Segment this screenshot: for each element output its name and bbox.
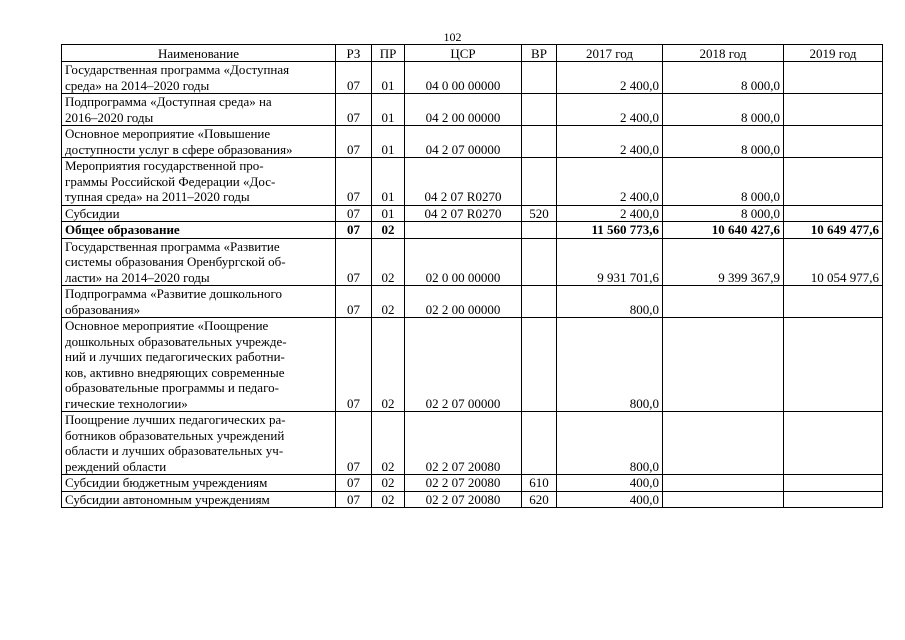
row-2018: 8 000,0 (663, 126, 784, 158)
row-name-line: ботников образовательных учреждений (65, 427, 285, 443)
row-name (62, 238, 336, 286)
row-name-line: системы образования Оренбургской об- (65, 254, 286, 269)
row-name-line: 2016–2020 годы (65, 109, 154, 125)
row-name-line: Субсидии (65, 205, 120, 221)
row-name (62, 158, 336, 206)
row-pr: 01 (372, 158, 405, 206)
row-2018: 8 000,0 (663, 158, 784, 206)
header-pr: ПР (372, 45, 405, 62)
row-2019 (784, 318, 883, 412)
header-vr: ВР (522, 45, 557, 62)
row-pr: 02 (372, 238, 405, 286)
row-rz: 07 (336, 126, 372, 158)
row-2018 (663, 412, 784, 475)
row-name-line: образовательные программы и педаго- (65, 380, 279, 395)
row-rz: 07 (336, 158, 372, 206)
row-name-line: доступности услуг в сфере образования» (65, 141, 293, 157)
row-vr (522, 94, 557, 126)
row-name-line: ласти» на 2014–2020 годы (65, 269, 210, 285)
row-name-line: Субсидии автономным учреждениям (65, 491, 270, 507)
table-row (62, 62, 883, 94)
table-row (62, 286, 883, 318)
table-row (62, 126, 883, 158)
row-pr: 02 (372, 318, 405, 412)
row-vr (522, 412, 557, 475)
row-pr: 02 (372, 222, 405, 239)
row-vr (522, 126, 557, 158)
row-vr (522, 222, 557, 239)
row-name-line: граммы Российской Федерации «Дос- (65, 173, 276, 189)
row-2018 (663, 318, 784, 412)
table-body (62, 62, 883, 508)
row-name-line: Общее образование (65, 222, 180, 237)
row-name-line: ков, активно внедряющих современные (65, 364, 285, 380)
row-2018: 9 399 367,9 (663, 238, 784, 286)
row-csr: 04 0 00 00000 (405, 62, 522, 94)
row-name-line: дошкольных образовательных учрежде- (65, 333, 287, 349)
row-name-line: Субсидии бюджетным учреждениям (65, 475, 268, 490)
row-2017: 2 400,0 (557, 62, 663, 94)
row-2019 (784, 158, 883, 206)
row-name-line: среда» на 2014–2020 годы (65, 77, 210, 93)
row-name-line: Государственная программа «Развитие (65, 238, 280, 254)
row-name-line: Основное мероприятие «Поощрение (65, 318, 269, 333)
row-name-line: области и лучших образовательных уч- (65, 443, 284, 458)
row-2018 (663, 491, 784, 508)
row-2017: 2 400,0 (557, 205, 663, 222)
row-name-line: Поощрение лучших педагогических ра- (65, 412, 286, 427)
page-number: 102 (443, 30, 462, 44)
row-name (62, 286, 336, 318)
table-row (62, 238, 883, 286)
row-vr (522, 318, 557, 412)
row-rz: 07 (336, 222, 372, 239)
row-name-line: реждений области (65, 458, 167, 474)
row-2017: 9 931 701,6 (557, 238, 663, 286)
row-pr: 01 (372, 126, 405, 158)
table-row (62, 158, 883, 206)
row-name-line: образования» (65, 301, 141, 317)
row-rz: 07 (336, 491, 372, 508)
row-csr: 04 2 07 R0270 (405, 158, 522, 206)
header-2019: 2019 год (784, 45, 883, 62)
row-2017: 800,0 (557, 318, 663, 412)
row-name (62, 491, 336, 508)
table-row (62, 412, 883, 475)
row-csr: 02 2 07 20080 (405, 491, 522, 508)
row-csr: 02 2 07 20080 (405, 475, 522, 492)
row-vr (522, 238, 557, 286)
row-2019 (784, 205, 883, 222)
row-pr: 01 (372, 205, 405, 222)
header-rz: РЗ (336, 45, 372, 62)
table-row (62, 318, 883, 412)
row-rz: 07 (336, 94, 372, 126)
row-2018: 10 640 427,6 (663, 222, 784, 239)
row-name (62, 412, 336, 475)
row-vr (522, 286, 557, 318)
row-2018 (663, 475, 784, 492)
row-rz: 07 (336, 412, 372, 475)
row-csr (405, 222, 522, 239)
row-csr: 04 2 07 R0270 (405, 205, 522, 222)
budget-table (61, 44, 883, 508)
row-2019: 10 054 977,6 (784, 238, 883, 286)
row-rz: 07 (336, 475, 372, 492)
header-name: Наименование (62, 45, 336, 62)
row-2017: 800,0 (557, 412, 663, 475)
row-name-line: гические технологии» (65, 395, 188, 411)
row-csr: 02 2 00 00000 (405, 286, 522, 318)
row-vr (522, 158, 557, 206)
row-pr: 02 (372, 491, 405, 508)
row-2019 (784, 475, 883, 492)
row-rz: 07 (336, 62, 372, 94)
row-2017: 800,0 (557, 286, 663, 318)
row-2017: 400,0 (557, 475, 663, 492)
row-vr (522, 62, 557, 94)
row-csr: 02 0 00 00000 (405, 238, 522, 286)
row-name (62, 126, 336, 158)
table-row (62, 94, 883, 126)
table-header-row (62, 45, 883, 62)
row-2019 (784, 412, 883, 475)
row-2018: 8 000,0 (663, 205, 784, 222)
row-pr: 01 (372, 62, 405, 94)
row-name-line: ний и лучших педагогических работни- (65, 349, 285, 364)
row-2017: 11 560 773,6 (557, 222, 663, 239)
row-rz: 07 (336, 238, 372, 286)
row-2017: 2 400,0 (557, 94, 663, 126)
row-2019 (784, 286, 883, 318)
row-2019 (784, 62, 883, 94)
row-name (62, 62, 336, 94)
row-2019 (784, 94, 883, 126)
row-2018: 8 000,0 (663, 62, 784, 94)
row-csr: 04 2 07 00000 (405, 126, 522, 158)
row-2019 (784, 126, 883, 158)
row-vr: 620 (522, 491, 557, 508)
row-name-line: Основное мероприятие «Повышение (65, 126, 271, 141)
header-2017: 2017 год (557, 45, 663, 62)
row-csr: 02 2 07 00000 (405, 318, 522, 412)
row-rz: 07 (336, 205, 372, 222)
row-pr: 02 (372, 475, 405, 492)
row-2018 (663, 286, 784, 318)
row-name (62, 94, 336, 126)
row-csr: 04 2 00 00000 (405, 94, 522, 126)
row-2017: 2 400,0 (557, 126, 663, 158)
row-csr: 02 2 07 20080 (405, 412, 522, 475)
row-vr: 610 (522, 475, 557, 492)
row-pr: 01 (372, 94, 405, 126)
row-name (62, 222, 336, 239)
row-2017: 2 400,0 (557, 158, 663, 206)
row-2017: 400,0 (557, 491, 663, 508)
row-2018: 8 000,0 (663, 94, 784, 126)
table-row (62, 205, 883, 222)
header-csr: ЦСР (405, 45, 522, 62)
row-name-line: Подпрограмма «Доступная среда» на (65, 94, 272, 109)
row-name-line: Мероприятия государственной про- (65, 158, 264, 173)
row-name-line: Государственная программа «Доступная (65, 62, 290, 77)
row-pr: 02 (372, 286, 405, 318)
row-rz: 07 (336, 318, 372, 412)
row-2019: 10 649 477,6 (784, 222, 883, 239)
row-name (62, 205, 336, 222)
row-name (62, 475, 336, 492)
row-name-line: тупная среда» на 2011–2020 годы (65, 189, 250, 204)
row-pr: 02 (372, 412, 405, 475)
row-vr: 520 (522, 205, 557, 222)
table-row (62, 475, 883, 492)
row-rz: 07 (336, 286, 372, 318)
table-row (62, 222, 883, 239)
row-2019 (784, 491, 883, 508)
row-name-line: Подпрограмма «Развитие дошкольного (65, 286, 282, 301)
row-name (62, 318, 336, 412)
header-2018: 2018 год (663, 45, 784, 62)
table-row (62, 491, 883, 508)
